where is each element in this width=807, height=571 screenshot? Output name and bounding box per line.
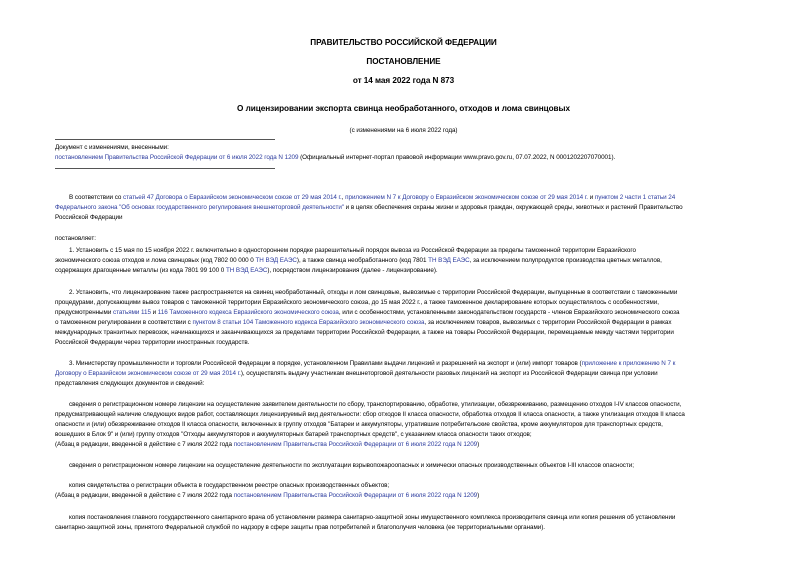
p1-seg: , за исключением полупродуктов производства цветных металлов, [469,257,662,264]
p1-seg: ), посредством лицензирования (далее - лицензирование). [267,267,438,274]
annex-link[interactable]: приложение к приложению N 7 к [581,360,676,367]
p2-line-3 [55,309,679,317]
preamble-seg: и [588,194,595,201]
changes-source: (Официальный интернет-портал правовой информации www.pravo.gov.ru, 07.07.2022, N 0001202207070001). [298,154,616,161]
info1-line-4: вошедших в Блок 9" и (или) группу отходов "Отходы аккумуляторов и аккумуляторных батарей транспортных средств", с указанием класса опасности таких отходов; [55,431,532,438]
article-47-link[interactable]: статьей 47 Договора о Евразийском экономическом союзе от 29 мая 2014 г. [123,194,342,201]
article-104-link[interactable]: пунктом 8 статьи 104 Таможенного кодекса Евразийского экономического союза [192,319,425,326]
p2-seg: о таможенном регулировании в соответствии с [55,319,193,326]
changes-line [55,154,615,162]
decides-word: постановляет: [55,235,96,242]
p2-line-5: международных транзитных перевозок, начинающихся и заканчивающихся за пределами территории Российской Федерации, а также на товары Российской Федерации, перемещаемые между частями территории [55,329,674,336]
document-title: О лицензировании экспорта свинца необработанного, отходов и лома свинцовых [237,104,570,113]
p2-seg: , за исключением товаров, вывозимых с территории Российской Федерации в рамках [424,319,672,326]
preamble-line-3: Российской Федерации [55,214,123,221]
p3-line-3: представления следующих документов и сведений: [55,380,205,387]
p1-seg: содержащих драгоценные металлы (из кода 7801 99 100 0 [55,267,226,274]
info1-line-3: опасности и (или) обезвреживание отходов II класса опасности, включенных в группу отходов "Батареи и аккумуляторы, утратившие потребительские свойства, кроме аккумуляторов для транспортных средств, [55,421,663,428]
p2-line-2: процедурами, допускающими вывоз товаров с таможенной территории Евразийского экономического союза, до 15 мая 2022 г., а также таможенное декларирование которых осуществлялось с особенностями, [55,299,659,306]
doc-type-heading: ПОСТАНОВЛЕНИЕ [366,57,441,66]
top-rule [55,139,275,140]
federal-law-link[interactable]: Федерального закона "Об основах государственного регулирования внешнеторговой деятельности" [55,204,344,211]
eaeu-treaty-link[interactable]: Договору о Евразийском экономическом союзе от 29 мая 2014 г. [55,370,241,377]
p1-line-1: 1. Установить с 15 мая по 15 ноября 2022 г. включительно в одностороннем порядке разрешительный порядок вывоза из Российской Федерации за пределы таможенной территории Евразийского [69,247,636,254]
info1-line-1: сведения о регистрационном номере лицензии на осуществление заявителем деятельности по сбору, транспортированию, обработке, утилизации, обезвреживанию, размещению отходов I-IV классов опасности, [69,401,682,408]
p3-line-2 [55,370,658,378]
tnved-link[interactable]: ТН ВЭД ЕАЭС [255,257,297,264]
p3-seg: 3. Министерству промышленности и торговли Российской Федерации в порядке, установленном Правилами выдачи лицензий и разрешений на экспорт и (или) импорт товаров ( [69,360,582,367]
info2-line: сведения о регистрационном номере лицензии на осуществление деятельности по эксплуатации взрывопожароопасных и химически опасных производственных объектов I-III классов опасности; [69,462,634,469]
note-seg: (Абзац в редакции, введенной в действие с 7 июля 2022 года [55,441,234,448]
p2-line-4 [55,319,671,327]
government-heading: ПРАВИТЕЛЬСТВО РОССИЙСКОЙ ФЕДЕРАЦИИ [310,38,497,47]
date-number-heading: от 14 мая 2022 года N 873 [352,76,455,85]
info1-line-2: предусматривающей наличие следующих видов работ, составляющих лицензируемый вид деятельности: сбор отходов II класса опасности, обработка отходов II класса опасности, а также утилизация отходов II класса [55,411,685,418]
info3-note [55,492,479,500]
revision-note: (с изменениями на 6 июля 2022 года) [349,127,458,134]
annex-7-link[interactable]: приложением N 7 к Договору о Евразийском экономическом союзе от 29 мая 2014 г. [345,194,589,201]
preamble-line-1 [69,194,675,202]
p2-line-1: 2. Установить, что лицензирование также распространяется на свинец необработанный, отходы и лом свинцовые, вывозимые с территории Российской Федерации, выпущенные в соответствии с таможенными [69,289,678,296]
info4-line-1: копия постановления главного государственного санитарного врача об установлении размера санитарно-защитной зоны имущественного комплекса производителя свинца или копия решения об установлении [69,514,676,521]
bottom-rule [55,168,275,169]
customs-code-link[interactable]: 116 Таможенного кодекса Евразийского экономического союза [157,309,339,316]
amending-decree-link[interactable]: постановлением Правительства Российской Федерации от 6 июля 2022 года N 1209 [233,441,478,448]
p2-seg: предусмотренными [55,309,113,316]
preamble-line-2 [55,204,683,212]
preamble-seg: и в целях обеспечения охраны жизни и здоровья граждан, окружающей среды, животных и растений Правительство [343,204,683,211]
p1-seg: ), а также свинца необработанного (код 7801 [296,257,429,264]
preamble-seg: , [341,194,346,201]
tnved-link[interactable]: ТН ВЭД ЕАЭС [225,267,268,274]
p3-seg: ), осуществлять выдачу участникам внешнеторговой деятельности разовых лицензий на экспорт из Российской Федерации свинца при условии [240,370,658,377]
info1-note [55,441,479,449]
info3-line-1: копия свидетельства о регистрации объекта в государственном реестре опасных производственных объектов; [69,482,390,489]
article-115-link[interactable]: статьями 115 [112,309,151,316]
p2-seg: и [150,309,158,316]
p2-seg: , или с особенностями, установленными законодательством государств - членов Евразийского экономического союза [338,309,680,316]
p2-line-6: Российской Федерации через территории иностранных государств. [55,339,250,346]
note-seg: ) [477,492,480,499]
note-seg: (Абзац в редакции, введенной в действие с 7 июля 2022 года [55,492,234,499]
amending-decree-link[interactable]: постановлением Правительства Российской Федерации от 6 июля 2022 года N 1209 [233,492,478,499]
amending-decree-link[interactable]: постановлением Правительства Российской Федерации от 6 июля 2022 года N 1209 [55,154,299,161]
article-24-link[interactable]: пунктом 2 части 1 статьи 24 [594,194,676,201]
note-seg: ) [477,441,480,448]
info4-line-2: санитарно-защитной зоны, принятого Федеральной службой по надзору в сфере защиты прав потребителей и благополучия человека (ее территориальными органами). [55,524,545,531]
p1-seg: экономического союза отходов и лома свинцовых (код 7802 00 000 0 [55,257,256,264]
p1-line-3 [55,267,438,275]
changes-intro: Документ с изменениями, внесенными: [55,144,169,151]
p3-line-1 [69,360,675,368]
p1-line-2 [55,257,662,265]
preamble-seg: В соответствии со [69,194,124,201]
tnved-link[interactable]: ТН ВЭД ЕАЭС [428,257,470,264]
